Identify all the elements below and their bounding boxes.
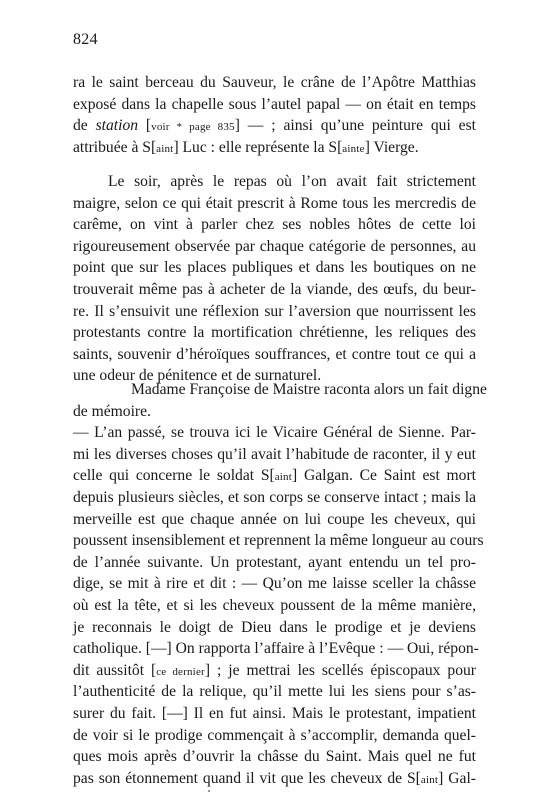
text-line: carême, on vint à parler chez ses nobles hôtes de cette loi — [73, 216, 476, 234]
text-line: poussent insensiblement et reprennent la même longueur au cours — [73, 532, 484, 550]
text-line: surer du fait. [—] Il en fut ainsi. Mais le protestant, impatient — [73, 704, 476, 722]
text-line: maigre, selon ce qui était prescrit à Rome tous les mercredis de — [73, 194, 476, 212]
paragraph-soir — [73, 171, 476, 387]
text-line: Le soir, après le repas où l’on avait fait strictement — [108, 173, 476, 190]
abbrev-expansion: aint — [274, 471, 293, 484]
scan-speck — [208, 790, 210, 792]
text-line: mi les diverses choses qu’il avait l’habitude de raconter, il y eut — [73, 445, 476, 463]
text-line: exposé dans la chapelle sous l’autel papal — on était en temps — [73, 95, 476, 113]
text-line: de mémoire. — [73, 402, 151, 420]
abbrev-expansion: aint — [420, 773, 439, 786]
text-line: de station [voir * page 835] — ; ainsi qu’une peinture qui est — [73, 117, 476, 135]
text-line: ra le saint berceau du Sauveur, le crâne de l’Apôtre Matthias — [73, 74, 476, 91]
editorial-note: ce dernier — [156, 665, 205, 678]
text-line: point que sur les places publiques et dans les boutiques on ne — [73, 259, 476, 277]
text-line: où est la tête, et si les cheveux poussent de la même manière, — [73, 596, 476, 614]
text-line: saints, souvenir d’héroïques souffrances, et contre tout ce qui a — [73, 345, 476, 363]
text-line: protestants contre la mortification chrétienne, les reliques des — [73, 324, 476, 342]
abbrev-expansion: aint — [156, 142, 174, 155]
paragraph-continuation — [73, 72, 476, 158]
text-line: depuis plusieurs siècles, et son corps se conserve intact ; mais la — [73, 488, 476, 506]
text-line: rigoureusement observée par chaque catégorie de personnes, au — [73, 237, 476, 255]
page-number: 824 — [73, 31, 98, 48]
paragraph-francoise — [73, 379, 487, 789]
abbrev-expansion: ainte — [342, 142, 365, 155]
text-line: dit aussitôt [ce dernier] ; je mettrai les scellés épiscopaux pour — [73, 661, 476, 679]
text-line: de l’année suivante. Un protestant, ayant entendu un tel pro- — [73, 553, 476, 571]
text-line: Madame Françoise de Maistre raconta alors un fait digne — [131, 381, 487, 398]
text-line: dige, se mit à rire et dit : — Qu’on me laisse sceller la châsse — [73, 575, 476, 593]
text-line: de voir si le prodige commençait à s’accomplir, demanda quel- — [73, 726, 476, 744]
text-line: je reconnais le doigt de Dieu dans le prodige et je deviens — [73, 618, 476, 636]
text-line: catholique. [—] On rapporta l’affaire à l’Evêque : — Oui, répon- — [73, 640, 479, 658]
italic-term: station — [95, 117, 139, 135]
editorial-note: voir * page 835 — [151, 121, 235, 134]
text-line: ques mois après d’ouvrir la châsse du Saint. Mais quel ne fut — [73, 748, 476, 766]
text-line: attribuée à S[aint] Luc : elle représente la S[ainte] Vierge. — [73, 138, 419, 156]
text-line: l’authenticité de la relique, qu’il mette lui les siens pour s’as- — [73, 683, 476, 701]
text-line: re. Il s’ensuivit une réflexion sur l’aversion que nourrissent les — [73, 302, 476, 320]
text-line: celle qui concerne le soldat S[aint] Galgan. Ce Saint est mort — [73, 467, 477, 485]
text-line: pas son étonnement quand il vit que les cheveux de S[aint] Gal- — [73, 769, 476, 787]
text-line: — L’an passé, se trouva ici le Vicaire Général de Sienne. Par- — [73, 424, 476, 442]
text-line: une odeur de pénitence et de surnaturel. — [73, 367, 322, 385]
text-line: merveille est que chaque année on lui coupe les cheveux, qui — [73, 510, 476, 528]
text-line: trouverait même pas à acheter de la viande, des œufs, du beur- — [73, 280, 476, 298]
